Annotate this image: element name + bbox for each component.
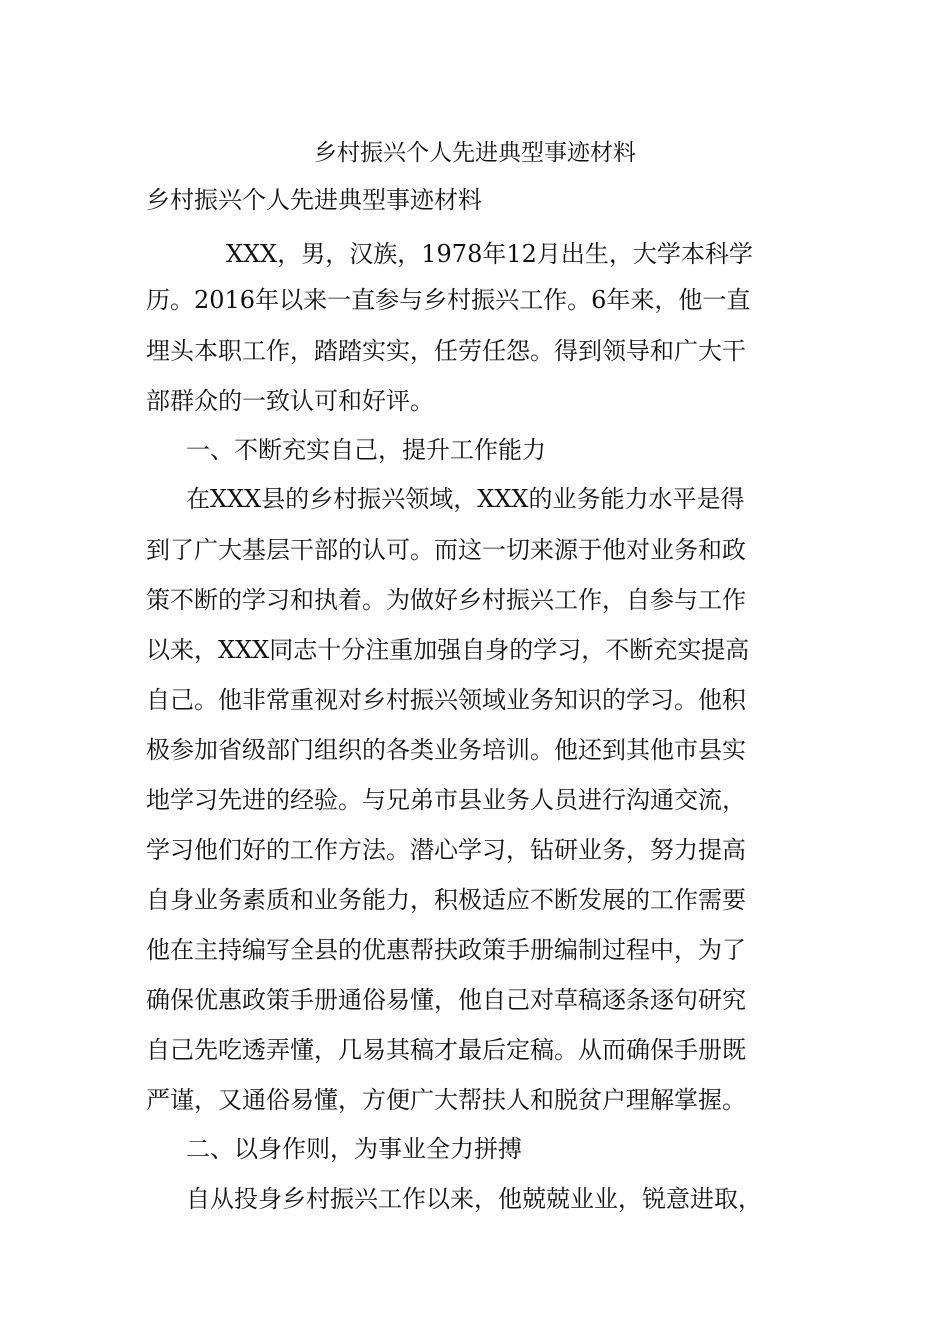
body-line-11: 地学习先进的经验。与兄弟市县业务人员进行沟通交流， [146,786,746,814]
body-line-18: 自从投身乡村振兴工作以来，他兢兢业业，锐意进取， [186,1185,762,1213]
body-line-17: 严谨，又通俗易懂，方便广大帮扶人和脱贫户理解掌握。 [146,1086,746,1114]
document-subtitle: 乡村振兴个人先进典型事迹材料 [146,186,482,214]
section-heading-1: 一、不断充实自己，提升工作能力 [186,436,546,464]
body-line-16: 自己先吃透弄懂，几易其稿才最后定稿。从而确保手册既 [146,1036,746,1064]
body-line-12: 学习他们好的工作方法。潜心学习，钻研业务，努力提高 [146,836,746,864]
body-line-9: 自己。他非常重视对乡村振兴领域业务知识的学习。他积 [146,686,746,714]
section-heading-2: 二、以身作则，为事业全力拼搏 [186,1135,522,1163]
body-line-4: 部群众的一致认可和好评。 [146,387,434,415]
body-line-13: 自身业务素质和业务能力，积极适应不断发展的工作需要 [146,886,746,914]
body-line-2: 历。2016年以来一直参与乡村振兴工作。6年来，他一直 [146,286,751,314]
body-line-15: 确保优惠政策手册通俗易懂，他自己对草稿逐条逐句研究 [146,986,746,1014]
body-line-10: 极参加省级部门组织的各类业务培训。他还到其他市县实 [146,736,746,764]
body-line-6: 到了广大基层干部的认可。而这一切来源于他对业务和政 [146,536,746,564]
document-title: 乡村振兴个人先进典型事迹材料 [314,140,636,166]
body-line-1: XXX，男，汉族，1978年12月出生，大学本科学 [226,240,753,268]
body-line-14: 他在主持编写全县的优惠帮扶政策手册编制过程中，为了 [146,936,746,964]
body-line-5: 在XXX县的乡村振兴领域，XXX的业务能力水平是得 [186,485,745,513]
body-line-7: 策不断的学习和执着。为做好乡村振兴工作，自参与工作 [146,586,746,614]
body-line-8: 以来，XXX同志十分注重加强自身的学习，不断充实提高 [146,636,750,664]
body-line-3: 埋头本职工作，踏踏实实，任劳任怨。得到领导和广大干 [146,337,746,365]
